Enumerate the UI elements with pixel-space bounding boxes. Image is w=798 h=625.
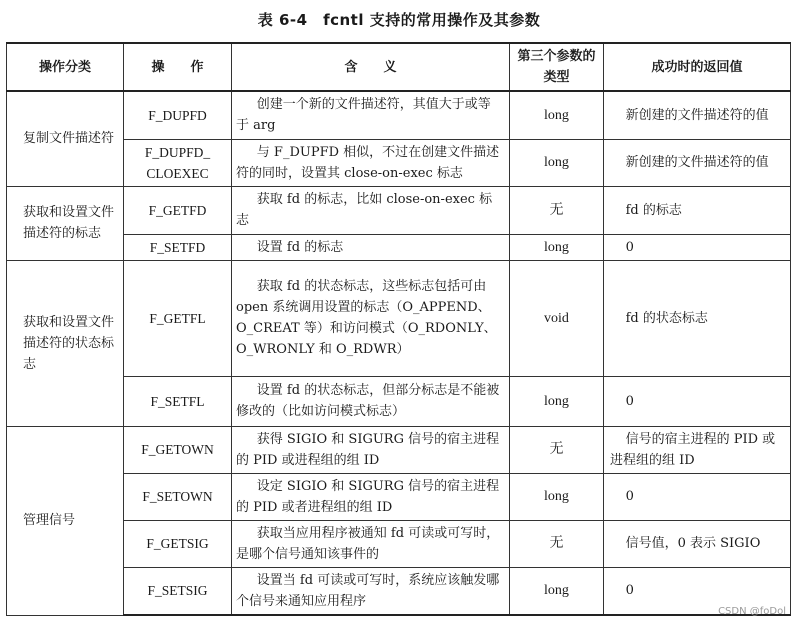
meaning-cell: 创建一个新的文件描述符，其值大于或等于 arg (232, 91, 510, 139)
meaning-cell: 获取 fd 的标志，比如 close-on-exec 标志 (232, 186, 510, 234)
category-cell: 获取和设置文件描述符的状态标志 (7, 260, 124, 426)
return-value-cell: fd 的标志 (604, 186, 791, 234)
operation-cell: F_GETFL (124, 260, 232, 376)
arg-type-cell: 无 (510, 426, 604, 473)
watermark: CSDN @foDol (718, 606, 786, 617)
return-value-cell: 新创建的文件描述符的值 (604, 91, 791, 139)
arg-type-cell: 无 (510, 520, 604, 567)
return-value-cell: 新创建的文件描述符的值 (604, 139, 791, 186)
fcntl-operations-table (6, 42, 791, 616)
meaning-cell: 设置 fd 的状态标志，但部分标志是不能被修改的（比如访问模式标志） (232, 376, 510, 426)
operation-cell: F_GETSIG (124, 520, 232, 567)
arg-type-cell: long (510, 91, 604, 139)
return-value-cell: 信号值，0 表示 SIGIO (604, 520, 791, 567)
arg-type-cell: long (510, 139, 604, 186)
arg-type-cell: void (510, 260, 604, 376)
return-value-cell: 0 (604, 376, 791, 426)
return-value-cell: 0 (604, 567, 791, 615)
header-operation: 操 作 (124, 43, 232, 91)
header-meaning: 含 义 (232, 43, 510, 91)
header-arg-type: 第三个参数的类型 (510, 43, 604, 91)
meaning-cell: 设置当 fd 可读或可写时，系统应该触发哪个信号来通知应用程序 (232, 567, 510, 615)
category-cell: 复制文件描述符 (7, 91, 124, 186)
table-row (7, 520, 791, 567)
table-row (7, 139, 791, 186)
meaning-cell: 设定 SIGIO 和 SIGURG 信号的宿主进程的 PID 或者进程组的组 ID (232, 473, 510, 520)
operation-cell: F_SETFD (124, 234, 232, 260)
meaning-cell: 获取 fd 的状态标志，这些标志包括可由 open 系统调用设置的标志（O_APPEND、O_CREAT 等）和访问模式（O_RDONLY、O_WRONLY 和 O_RDWR） (232, 260, 510, 376)
operation-cell: F_DUPFD (124, 91, 232, 139)
return-value-cell: 信号的宿主进程的 PID 或进程组的组 ID (604, 426, 791, 473)
table-row (7, 376, 791, 426)
meaning-cell: 与 F_DUPFD 相似，不过在创建文件描述符的同时，设置其 close-on-exec 标志 (232, 139, 510, 186)
return-value-cell: 0 (604, 473, 791, 520)
table-row (7, 234, 791, 260)
arg-type-cell: long (510, 234, 604, 260)
operation-cell: F_GETFD (124, 186, 232, 234)
arg-type-cell: long (510, 473, 604, 520)
meaning-cell: 获得 SIGIO 和 SIGURG 信号的宿主进程的 PID 或进程组的组 ID (232, 426, 510, 473)
table-row (7, 260, 791, 376)
table-row (7, 186, 791, 234)
arg-type-cell: long (510, 567, 604, 615)
category-cell: 获取和设置文件描述符的标志 (7, 186, 124, 260)
arg-type-cell: long (510, 376, 604, 426)
header-category: 操作分类 (7, 43, 124, 91)
table-row (7, 91, 791, 139)
operation-cell: F_SETOWN (124, 473, 232, 520)
operation-cell: F_SETFL (124, 376, 232, 426)
operation-cell: F_DUPFD_ CLOEXEC (124, 139, 232, 186)
arg-type-cell: 无 (510, 186, 604, 234)
table-row (7, 473, 791, 520)
table-title: 表 6-4 fcntl 支持的常用操作及其参数 (257, 11, 541, 29)
category-cell: 管理信号 (7, 426, 124, 615)
return-value-cell: 0 (604, 234, 791, 260)
operation-cell: F_SETSIG (124, 567, 232, 615)
table-row (7, 567, 791, 615)
header-return-value: 成功时的返回值 (604, 43, 791, 91)
meaning-cell: 获取当应用程序被通知 fd 可读或可写时，是哪个信号通知该事件的 (232, 520, 510, 567)
meaning-cell: 设置 fd 的标志 (232, 234, 510, 260)
return-value-cell: fd 的状态标志 (604, 260, 791, 376)
operation-cell: F_GETOWN (124, 426, 232, 473)
table-row (7, 426, 791, 473)
header-row (7, 43, 791, 91)
